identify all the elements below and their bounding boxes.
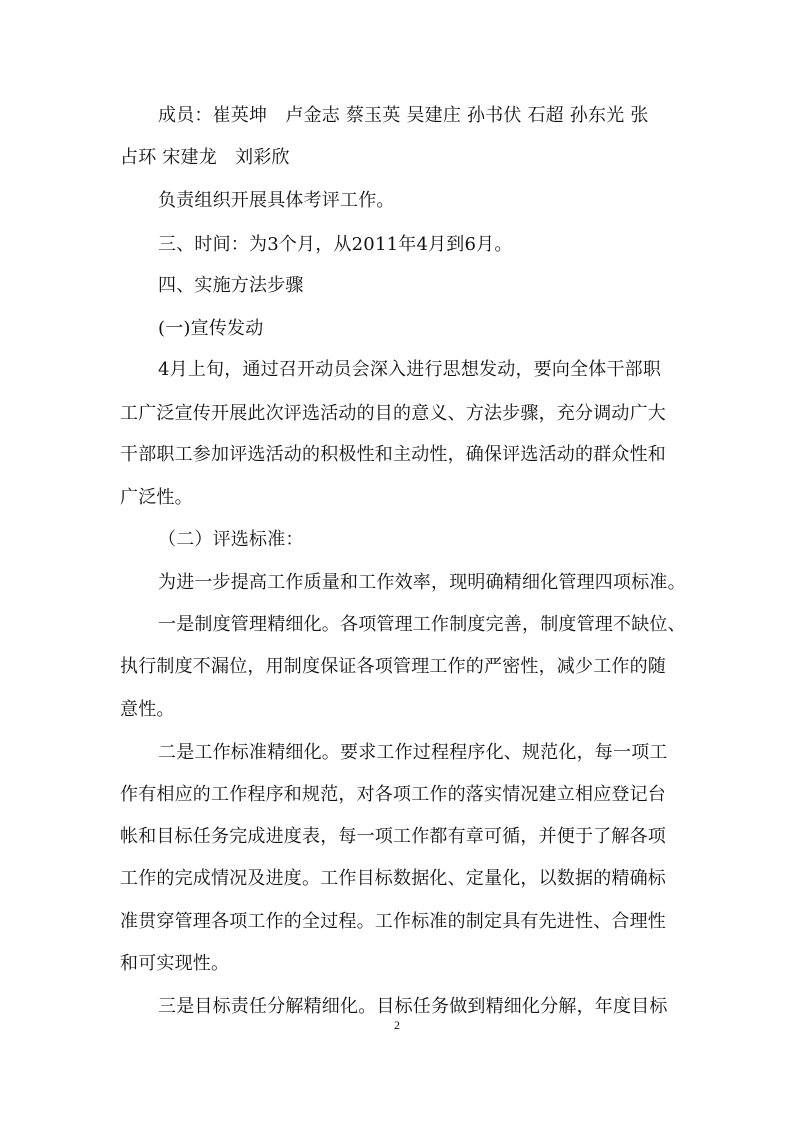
paragraph-line: 为进一步提高工作质量和工作效率，现明确精细化管理四项标准。: [158, 572, 686, 593]
paragraph-line: 工广泛宣传开展此次评选活动的目的意义、方法步骤，充分调动广大: [120, 403, 666, 424]
paragraph-line: 帐和目标任务完成进度表，每一项工作都有章可循，并便于了解各项: [120, 826, 666, 847]
paragraph-line: 4月上旬，通过召开动员会深入进行思想发动，要向全体干部职: [158, 359, 662, 380]
subheading-publicity: (一)宣传发动: [158, 318, 264, 339]
paragraph-line: 二是工作标准精细化。要求工作过程程序化、规范化，每一项工: [158, 742, 668, 763]
text-line-members: 成员：崔英坤 卢金志 蔡玉英 吴建庄 孙书伏 石超 孙东光 张: [158, 105, 649, 126]
paragraph-line: 工作的完成情况及进度。工作目标数据化、定量化，以数据的精确标: [120, 868, 666, 889]
paragraph-line: 一是制度管理精细化。各项管理工作制度完善，制度管理不缺位、: [158, 614, 686, 635]
paragraph-line: 三是目标责任分解精细化。目标任务做到精细化分解，年度目标: [158, 996, 668, 1017]
section-heading-time: 三、时间：为3个月，从2011年4月到6月。: [158, 234, 513, 255]
paragraph-line: 执行制度不漏位，用制度保证各项管理工作的严密性，减少工作的随: [120, 656, 666, 677]
subheading-criteria: （二）评选标准：: [158, 529, 304, 550]
section-heading-steps: 四、实施方法步骤: [158, 275, 304, 296]
text-line-responsibility: 负责组织开展具体考评工作。: [158, 190, 395, 211]
paragraph-line: 和可实现性。: [120, 953, 230, 974]
paragraph-line: 广泛性。: [120, 487, 193, 508]
paragraph-line: 意性。: [120, 699, 175, 720]
paragraph-line: 干部职工参加评选活动的积极性和主动性，确保评选活动的群众性和: [120, 444, 666, 465]
text-line-members-cont: 占环 宋建龙 刘彩欣: [120, 147, 290, 168]
paragraph-line: 作有相应的工作程序和规范，对各项工作的落实情况建立相应登记台: [120, 784, 666, 805]
page-number: 2: [394, 1018, 400, 1032]
paragraph-line: 准贯穿管理各项工作的全过程。工作标准的制定具有先进性、合理性: [120, 911, 666, 932]
